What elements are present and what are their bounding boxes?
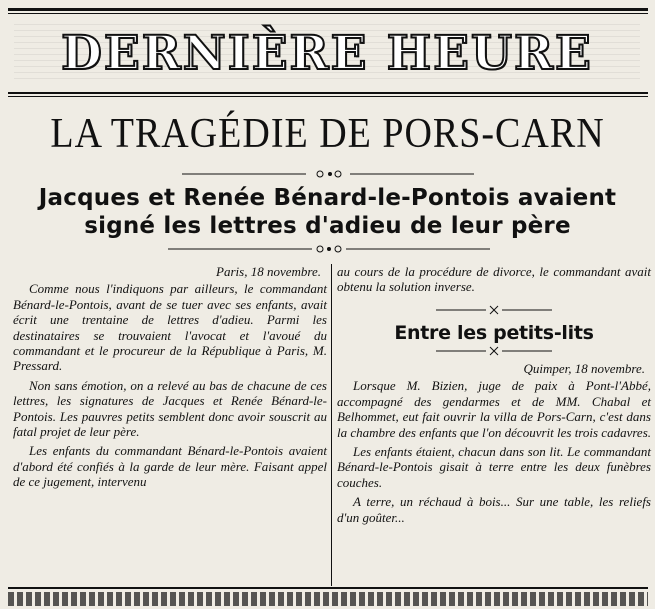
cropped-next-headline: [8, 592, 648, 606]
cross-divider: [337, 305, 651, 320]
subheadline-line1: Jacques et Renée Bénard-le-Pontois avaient: [38, 185, 617, 211]
dateline-quimper: Quimper, 18 novembre.: [523, 361, 645, 377]
section-subtitle: Entre les petits-lits: [394, 322, 594, 345]
column-separator: [331, 264, 332, 586]
subheadline-line2: signé les lettres d'adieu de leur père: [84, 213, 571, 239]
headline: LA TRAGÉDIE DE PORS-CARN: [50, 110, 605, 158]
dateline-paris: Paris, 18 novembre.: [216, 264, 321, 279]
paragraph: Les enfants étaient, chacun dans son lit. Le commandant Bénard-le-Pontois gisait à terre entre les deux funèbres couches.: [337, 444, 651, 490]
ornament-divider: [0, 168, 655, 182]
paragraph: Non sans émotion, on a relevé au bas de chacune de ces lettres, les signatures de Jacques et Renée Bénard-le-Pontois. Les pauvres petits semblent donc avoir souscrit au fatal projet de leur père.: [13, 377, 327, 440]
top-rule-thin: [8, 13, 648, 14]
ornament-divider-2: [0, 243, 655, 257]
subheadline: [0, 184, 655, 240]
paragraph: Comme nous l'indiquons par ailleurs, le commandant Bénard-le-Pontois, avant de se tuer avec ses enfants, avait écrit une trentaine de lettres d'adieu. Parmi les destinataires se trouvaient l'avocat et l'avoué du commandant et le procureur de la République à Paris, M. Pressard.: [13, 281, 327, 374]
column-right: [337, 264, 651, 529]
banner-rule: [8, 92, 648, 94]
cross-divider: [337, 346, 651, 361]
top-rule: [8, 8, 648, 11]
bottom-rule: [8, 587, 648, 589]
paragraph: Les enfants du commandant Bénard-le-Pontois avaient d'abord été confiés à la garde de leur mère. Faisant appel de ce jugement, intervenu: [13, 443, 327, 490]
banner-title: DERNIÈRE HEURE: [14, 22, 640, 84]
paragraph: Lorsque M. Bizien, juge de paix à Pont-l'Abbé, accompagné des gendarmes et de MM. Chabal et Belhommet, eut fait ouvrir la villa de Pors-Carn, c'est dans la chambre des enfants que l'on découvrit les trois cadavres.: [337, 378, 651, 440]
banner-rule-thin: [8, 96, 648, 97]
paragraph: A terre, un réchaud à bois... Sur une table, les reliefs d'un goûter...: [337, 494, 651, 525]
paragraph: au cours de la procédure de divorce, le commandant avait obtenu la solution inverse.: [337, 264, 651, 295]
column-left: [13, 264, 327, 494]
